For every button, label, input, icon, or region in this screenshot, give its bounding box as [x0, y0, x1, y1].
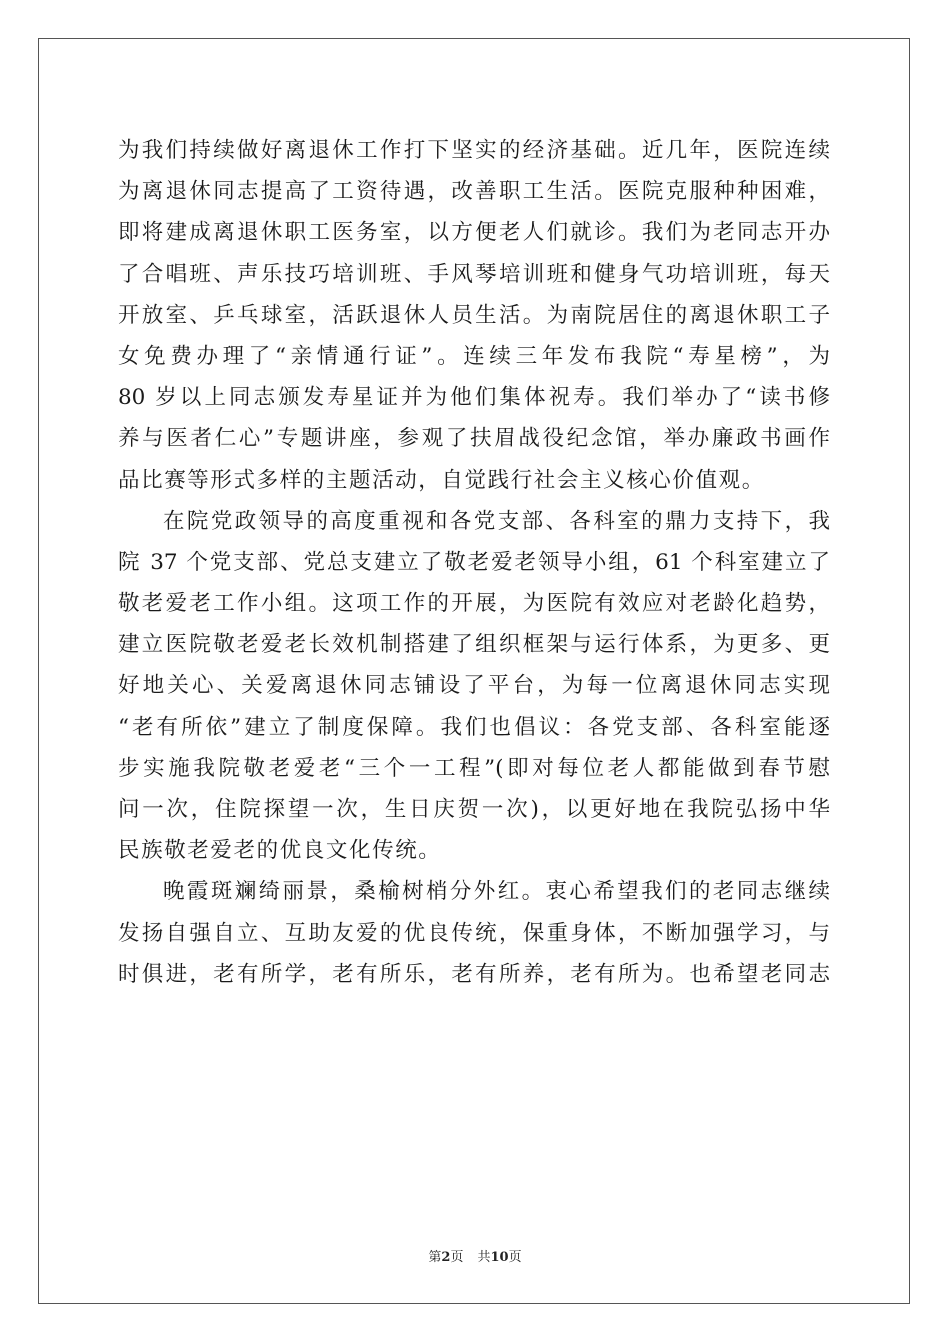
text-line: 步实施我院敬老爱老“三个一工程”(即对每位老人都能做到春节慰 [118, 755, 830, 781]
text-line: 为离退休同志提高了工资待遇，改善职工生活。医院克服种种困难， [118, 179, 830, 205]
text-line: 即将建成离退休职工医务室，以方便老人们就诊。我们为老同志开办 [118, 220, 830, 246]
text-line: “老有所依”建立了制度保障。我们也倡议：各党支部、各科室能逐 [118, 714, 830, 740]
text-line: 女免费办理了“亲情通行证”。连续三年发布我院“寿星榜”，为 [118, 343, 830, 369]
text-line: 了合唱班、声乐技巧培训班、手风琴培训班和健身气功培训班，每天 [118, 261, 830, 287]
text-line: 80 岁以上同志颁发寿星证并为他们集体祝寿。我们举办了“读书修 [118, 385, 830, 411]
text-line: 问一次，住院探望一次，生日庆贺一次)，以更好地在我院弘扬中华 [118, 797, 830, 822]
text-line: 开放室、乒乓球室，活跃退休人员生活。为南院居住的离退休职工子 [118, 302, 830, 328]
paragraph-start-line: 在院党政领导的高度重视和各党支部、各科室的鼎力支持下，我 [163, 508, 830, 534]
text-line: 发扬自强自立、互助友爱的优良传统，保重身体，不断加强学习，与 [118, 920, 830, 946]
text-line: 为我们持续做好离退休工作打下坚实的经济基础。近几年，医院连续 [118, 138, 830, 163]
page-footer [0, 1246, 950, 1265]
page-number: 2 [441, 1250, 451, 1265]
text-line: 养与医者仁心”专题讲座，参观了扶眉战役纪念馆，举办廉政书画作 [118, 426, 830, 452]
text-line: 敬老爱老工作小组。这项工作的开展，为医院有效应对老龄化趋势， [118, 591, 830, 617]
text-line: 民族敬老爱老的优良文化传统。 [118, 838, 442, 864]
page-suffix: 页 [450, 1250, 464, 1265]
text-line: 建立医院敬老爱老长效机制搭建了组织框架与运行体系，为更多、更 [118, 632, 830, 658]
text-line: 院 37 个党支部、党总支建立了敬老爱老领导小组，61 个科室建立了 [118, 549, 830, 575]
text-line: 好地关心、关爱离退休同志铺设了平台，为每一位离退休同志实现 [118, 673, 830, 699]
document-body [118, 130, 830, 995]
total-pages: 10 [490, 1250, 509, 1265]
total-suffix: 页 [508, 1250, 522, 1265]
text-line: 时俱进，老有所学，老有所乐，老有所养，老有所为。也希望老同志 [118, 961, 830, 987]
page-prefix: 第 [428, 1250, 442, 1265]
total-prefix: 共 [477, 1250, 491, 1265]
text-line: 品比赛等形式多样的主题活动，自觉践行社会主义核心价值观。 [118, 467, 765, 493]
paragraph-start-line: 晚霞斑斓绮丽景，桑榆树梢分外红。衷心希望我们的老同志继续 [163, 879, 830, 905]
